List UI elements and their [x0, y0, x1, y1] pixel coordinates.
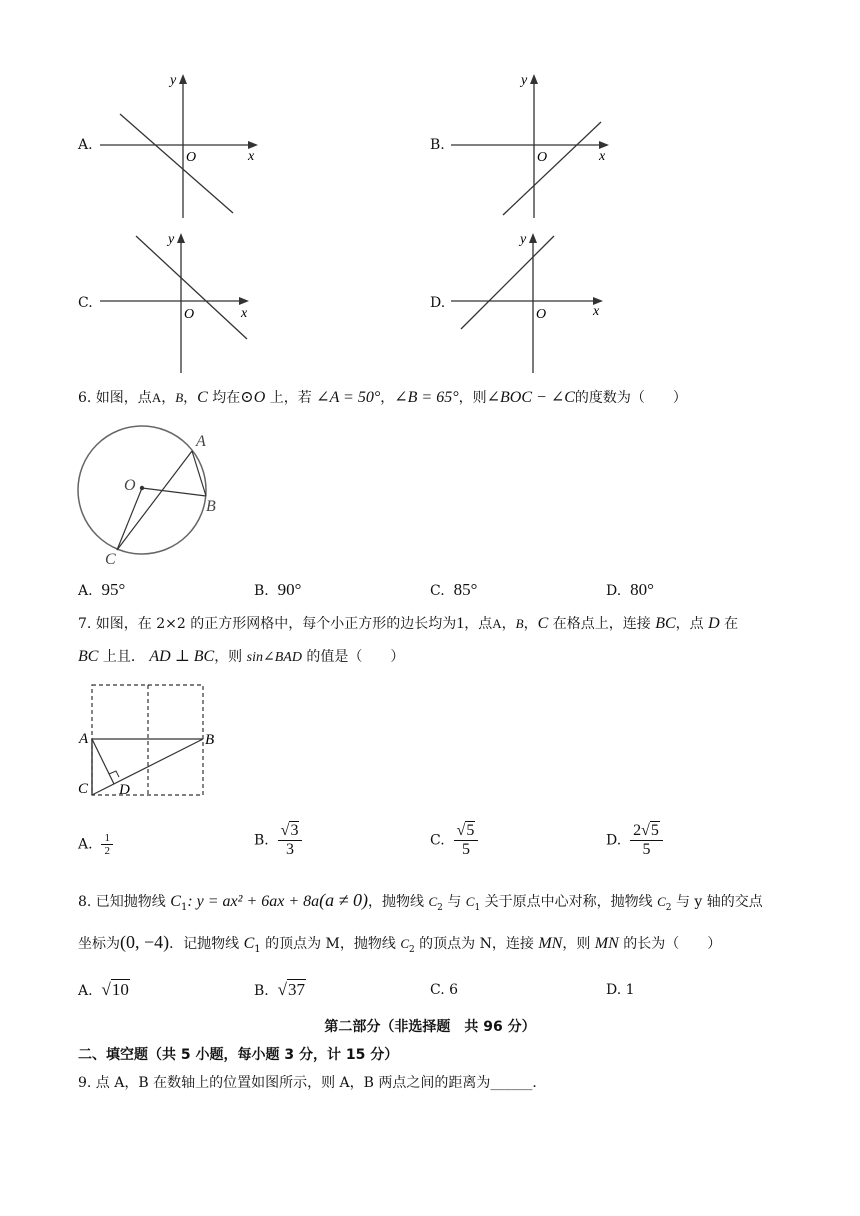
option-label: B.	[254, 583, 269, 599]
q7-sin: sin∠BAD	[246, 650, 302, 665]
subscript: 1	[180, 901, 188, 913]
q7-option-b[interactable]	[254, 822, 302, 859]
subscript: 2	[665, 902, 672, 913]
origin-label: O	[536, 307, 547, 322]
q5-graph-b	[447, 68, 617, 222]
q7-perp: AD ⊥ BC	[149, 648, 215, 665]
option-value: 1	[625, 982, 635, 998]
q8-text: 的顶点为 M，抛物线	[260, 936, 401, 952]
q7-bc: BC	[78, 648, 99, 665]
fraction	[454, 822, 479, 859]
q6-text: ，则	[458, 390, 487, 406]
q7-option-d[interactable]	[606, 822, 663, 859]
segment-ob	[142, 488, 206, 496]
q6-circle-o: ⊙O	[240, 389, 266, 406]
q8-stem-line2	[78, 932, 721, 960]
q8-c1: C	[465, 894, 475, 909]
q8-condition: (a ≠ 0)	[319, 890, 369, 910]
option-label: A.	[78, 983, 93, 999]
q7-option-a[interactable]	[78, 832, 113, 857]
q7-text: 7. 如图，在 2×2 的正方形网格中，每个小正方形的边长均为	[78, 616, 457, 632]
function-line	[120, 114, 233, 213]
q7-text: ，则	[214, 649, 247, 665]
q8-stem-line1	[78, 890, 763, 918]
q7-stem-line2	[78, 647, 404, 668]
label-a: A	[79, 731, 89, 747]
q5-option-a-label: A.	[78, 137, 93, 153]
q8-equation: : y = ax² + 6ax + 8a	[187, 893, 320, 910]
label-o: O	[124, 477, 136, 494]
x-axis-arrow-icon	[239, 297, 249, 305]
q7-stem-line1	[78, 614, 738, 634]
center-dot	[140, 486, 144, 490]
subscript: 2	[437, 902, 443, 913]
segment-oc	[117, 488, 142, 550]
fraction	[278, 822, 303, 859]
q6-text: 6. 如图，点	[78, 390, 152, 406]
q6-point-a: A	[151, 390, 162, 405]
denominator: 5	[461, 841, 470, 858]
q8-option-c[interactable]	[430, 982, 458, 998]
q8-c2: C	[400, 936, 409, 951]
y-label: y	[168, 232, 175, 247]
coefficient: 2	[633, 822, 642, 839]
label-a: A	[196, 433, 206, 450]
q7-sep: ，	[523, 616, 538, 632]
option-label: D.	[606, 583, 622, 599]
y-label: y	[520, 232, 527, 247]
option-value: √10	[101, 980, 129, 999]
y-axis-arrow-icon	[530, 74, 538, 84]
q8-option-d[interactable]	[606, 982, 635, 998]
q8-mn: MN	[594, 935, 619, 952]
function-line	[503, 122, 601, 215]
denominator: 2	[104, 845, 110, 857]
x-label: x	[599, 149, 606, 164]
q6-option-a[interactable]	[78, 580, 125, 600]
q7-sep: ，	[501, 616, 516, 632]
q7-option-c[interactable]	[430, 822, 478, 859]
q8-text: 与	[442, 894, 466, 910]
x-label: x	[241, 306, 248, 321]
origin-label: O	[186, 150, 197, 165]
fraction	[630, 822, 663, 859]
option-label: C.	[430, 583, 445, 599]
label-c: C	[78, 781, 89, 797]
q7-text: 在	[719, 616, 739, 632]
option-label: B.	[254, 983, 269, 999]
option-value: 90°	[277, 580, 302, 599]
radicand: 5	[650, 822, 659, 839]
option-label: D.	[606, 982, 622, 998]
option-label: C.	[430, 982, 445, 998]
q5-option-d-label: D.	[430, 295, 446, 311]
q8-text: ，则	[562, 936, 595, 952]
option-label: D.	[606, 832, 622, 849]
x-label: x	[593, 304, 600, 319]
segment-ac	[117, 451, 192, 550]
option-value: 6	[449, 982, 459, 998]
q6-angle-a: ∠A = 50°	[316, 389, 381, 406]
q6-text: 的度数为（ ）	[574, 390, 687, 406]
option-label: A.	[78, 583, 93, 599]
subscript: 1	[474, 902, 481, 913]
fraction	[101, 832, 113, 857]
option-value: 85°	[453, 580, 478, 599]
q8-text: 与 y 轴的交点	[671, 894, 763, 910]
radicand: 5	[466, 822, 475, 839]
q6-option-c[interactable]	[430, 580, 477, 600]
label-c: C	[105, 551, 116, 568]
q6-expression: ∠BOC − ∠C	[486, 389, 575, 406]
y-axis-arrow-icon	[529, 233, 537, 243]
label-b: B	[206, 498, 216, 515]
q8-c2: C	[657, 894, 666, 909]
q8-text: ．记抛物线	[169, 936, 244, 952]
q7-text: ，点	[675, 616, 709, 632]
q7-point-b: B	[515, 616, 524, 631]
label-b: B	[205, 732, 215, 748]
numerator: √3	[278, 822, 303, 841]
q5-graph-d	[447, 227, 617, 377]
q7-bc: BC	[655, 615, 676, 632]
denominator: 5	[642, 841, 651, 858]
q7-text: 的值是（ ）	[301, 649, 405, 665]
x-label: x	[248, 149, 255, 164]
q9-stem: 9. 点 A，B 在数轴上的位置如图所示，则 A，B 两点之间的距离为______．	[78, 1075, 547, 1091]
q8-text: 坐标为	[78, 936, 120, 952]
q8-text: 关于原点中心对称，抛物线	[480, 894, 658, 910]
q5-option-b-label: B.	[430, 137, 445, 153]
q8-c2: C	[428, 894, 438, 909]
q5-graph-a	[96, 68, 266, 222]
q7-text: ，点	[464, 616, 493, 632]
subscript: 1	[254, 943, 261, 955]
q6-sep: ，	[380, 390, 395, 406]
numerator: √5	[454, 822, 479, 841]
subscript: 2	[409, 944, 415, 955]
q8-text: 8. 已知抛物线	[78, 894, 171, 910]
y-axis-arrow-icon	[177, 233, 185, 243]
q8-option-b[interactable]	[254, 980, 306, 1000]
q8-text: 的长为（ ）	[618, 936, 722, 952]
origin-label: O	[537, 150, 548, 165]
segment-ad	[92, 739, 114, 784]
radicand: 10	[111, 980, 129, 999]
q6-point-c: C	[197, 389, 208, 406]
q7-figure	[74, 680, 224, 802]
numerator: 2√5	[630, 822, 663, 841]
q6-text: 上，若	[265, 390, 317, 406]
q6-option-b[interactable]	[254, 580, 301, 600]
function-line	[136, 236, 247, 339]
option-label: B.	[254, 832, 269, 849]
y-label: y	[170, 73, 177, 88]
part2-title: 第二部分（非选择题 共 96 分）	[324, 1019, 536, 1035]
section-title: 二、填空题（共 5 小题，每小题 3 分，计 15 分）	[78, 1047, 399, 1063]
q8-c1: C	[243, 935, 255, 952]
option-value: 95°	[101, 580, 126, 599]
option-label: C.	[430, 832, 445, 849]
q8-option-a[interactable]	[78, 980, 130, 1000]
q7-one: 1	[456, 615, 465, 632]
numerator: 1	[101, 832, 113, 845]
option-label: A.	[78, 836, 93, 853]
q7-point-c: C	[537, 615, 549, 632]
option-value: √37	[277, 980, 305, 999]
q8-c1: C	[170, 893, 181, 910]
q6-stem	[78, 388, 687, 408]
q6-angle-b: ∠B = 65°	[394, 389, 459, 406]
q8-text: ，抛物线	[368, 894, 429, 910]
q8-point: (0, −4)	[120, 932, 170, 952]
q8-mn: MN	[538, 935, 563, 952]
y-axis-arrow-icon	[179, 74, 187, 84]
x-axis-arrow-icon	[248, 141, 258, 149]
q5-option-c-label: C.	[78, 295, 93, 311]
q6-figure	[74, 424, 234, 570]
q7-point-d: D	[708, 615, 720, 632]
option-value: 80°	[630, 580, 654, 599]
q6-text: 均在	[207, 390, 241, 406]
q7-text: 在格点上，连接	[548, 616, 656, 632]
y-label: y	[521, 73, 528, 88]
radicand: 3	[290, 822, 299, 839]
q8-text: 的顶点为 N，连接	[414, 936, 539, 952]
q6-option-d[interactable]	[606, 580, 654, 600]
q7-text: 上且．	[98, 649, 150, 665]
origin-label: O	[184, 307, 195, 322]
x-axis-arrow-icon	[599, 141, 609, 149]
radicand: 37	[288, 980, 305, 999]
q7-point-a: A	[492, 616, 502, 631]
q6-sep: ，	[183, 390, 198, 406]
q5-graph-c	[96, 227, 266, 377]
label-d: D	[119, 782, 130, 798]
q6-point-b: B	[175, 390, 184, 405]
q6-sep: ，	[161, 390, 176, 406]
denominator: 3	[286, 841, 295, 858]
